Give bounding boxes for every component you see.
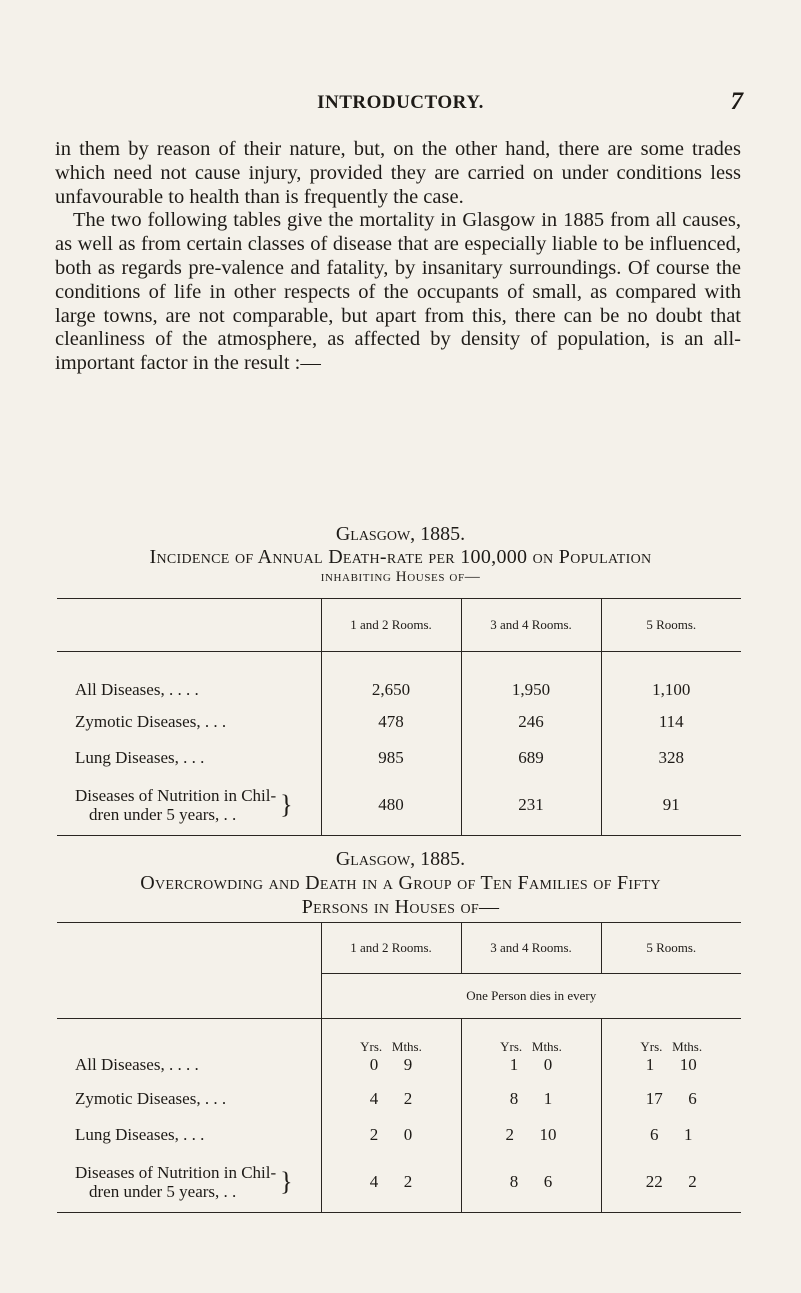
cell (321, 1019, 461, 1081)
unit-yrs: Yrs. (360, 1038, 383, 1054)
body-text (55, 138, 741, 376)
row-label: All Diseases, . . . . (75, 679, 199, 699)
yrs-value: 4 (369, 1088, 379, 1108)
column-header: 1 and 2 Rooms. (321, 599, 461, 652)
column-header: 1 and 2 Rooms. (321, 923, 461, 974)
cell: 478 (321, 704, 461, 740)
mths-value: 6 (688, 1088, 697, 1108)
cell (461, 1117, 601, 1153)
paragraph: The two following tables give the mortality in Glasgow in 1885 from all causes, as well as from certain classes of disease that are especially liable to be influenced, both as regards pre-valence and fatality, by insanitary surroundings. Of course the conditions of life in other respects of the occupants of small, as compared with large towns, are not comparable, but apart from this, there can be no doubt that cleanliness of the atmosphere, as affected by density of population, is an all-important factor in the result :— (55, 209, 741, 375)
row-label: Zymotic Diseases, . . . (75, 1088, 227, 1108)
cell: 1,100 (601, 652, 741, 704)
column-header: 5 Rooms. (601, 599, 741, 652)
mths-value: 2 (403, 1088, 413, 1108)
unit-mths: Mths. (391, 1038, 422, 1054)
table1-title-line1: Glasgow, 1885. (335, 523, 466, 545)
row-label-line2: dren under 5 years, . . (89, 805, 237, 825)
yrs-value: 0 (369, 1054, 379, 1074)
row-label (57, 776, 321, 836)
cell: 114 (601, 704, 741, 740)
cell (601, 1081, 741, 1117)
cell: 328 (601, 740, 741, 776)
table-row (57, 704, 741, 740)
row-label: Lung Diseases, . . . (75, 747, 205, 767)
mths-value: 1 (543, 1088, 553, 1108)
mths-value: 1 (684, 1124, 693, 1144)
column-header: 3 and 4 Rooms. (461, 599, 601, 652)
brace-icon: } (280, 790, 293, 820)
cell (461, 1081, 601, 1117)
cell: 985 (321, 740, 461, 776)
row-label: Lung Diseases, . . . (75, 1124, 205, 1144)
cell: 91 (601, 776, 741, 836)
cell (321, 1117, 461, 1153)
unit-mths: Mths. (531, 1038, 562, 1054)
row-label: Zymotic Diseases, . . . (75, 711, 227, 731)
row-label-line1: Diseases of Nutrition in Chil- (75, 786, 277, 806)
mths-value: 10 (539, 1124, 557, 1144)
mths-value: 0 (403, 1124, 413, 1144)
brace-icon: } (280, 1167, 293, 1197)
running-head: INTRODUCTORY. (317, 92, 484, 113)
table-row (57, 1153, 741, 1213)
mths-value: 10 (679, 1054, 697, 1074)
cell: 2,650 (321, 652, 461, 704)
unit-yrs: Yrs. (640, 1038, 663, 1054)
yrs-value: 2 (505, 1124, 514, 1144)
unit-mths: Mths. (672, 1038, 703, 1054)
yrs-value: 17 (645, 1088, 663, 1108)
subheader: One Person dies in every (321, 974, 741, 1019)
row-label-line2: dren under 5 years, . . (89, 1182, 237, 1202)
cell (321, 1153, 461, 1213)
header-blank (57, 599, 321, 652)
column-header: 3 and 4 Rooms. (461, 923, 601, 974)
table2-title-line2: Overcrowding and Death in a Group of Ten Families of Fifty (140, 872, 661, 894)
cell: 689 (461, 740, 601, 776)
column-header: 5 Rooms. (601, 923, 741, 974)
table1-title-line3: inhabiting Houses of— (320, 569, 481, 585)
table-row (57, 1019, 741, 1081)
yrs-value: 6 (650, 1124, 659, 1144)
mths-value: 2 (403, 1172, 413, 1192)
table-row (57, 1081, 741, 1117)
yrs-value: 4 (369, 1172, 379, 1192)
cell (601, 1117, 741, 1153)
page-header (0, 88, 801, 122)
yrs-value: 22 (645, 1172, 663, 1192)
cell (601, 1019, 741, 1081)
table-row (57, 1117, 741, 1153)
paragraph: in them by reason of their nature, but, on the other hand, there are some trades which need not cause injury, provided they are carried on under conditions less unfavourable to health than is frequently the case. (55, 138, 741, 208)
cell: 246 (461, 704, 601, 740)
yrs-value: 1 (509, 1054, 519, 1074)
cell: 1,950 (461, 652, 601, 704)
death-rate-table (57, 598, 741, 836)
yrs-value: 8 (509, 1172, 519, 1192)
mths-value: 6 (543, 1172, 553, 1192)
cell (461, 1019, 601, 1081)
row-label (57, 1153, 321, 1213)
table-row (57, 652, 741, 704)
table2-title-line1: Glasgow, 1885. (335, 848, 466, 870)
yrs-value: 2 (369, 1124, 379, 1144)
cell: 231 (461, 776, 601, 836)
unit-yrs: Yrs. (500, 1038, 523, 1054)
cell (461, 1153, 601, 1213)
mths-value: 0 (543, 1054, 553, 1074)
mths-value: 2 (688, 1172, 697, 1192)
row-label-line1: Diseases of Nutrition in Chil- (75, 1163, 277, 1183)
header-blank (57, 923, 321, 1019)
cell: 480 (321, 776, 461, 836)
page-number: 7 (730, 88, 743, 115)
mths-value: 9 (403, 1054, 413, 1074)
cell (321, 1081, 461, 1117)
yrs-value: 8 (509, 1088, 519, 1108)
yrs-value: 1 (645, 1054, 655, 1074)
cell (601, 1153, 741, 1213)
table1-title-line2: Incidence of Annual Death-rate per 100,000 on Population (149, 546, 652, 568)
row-label: All Diseases, . . . . (57, 1019, 321, 1081)
overcrowding-table (57, 922, 741, 1213)
table2-title-line3: Persons in Houses of— (301, 896, 500, 918)
table-row (57, 740, 741, 776)
table-row (57, 776, 741, 836)
